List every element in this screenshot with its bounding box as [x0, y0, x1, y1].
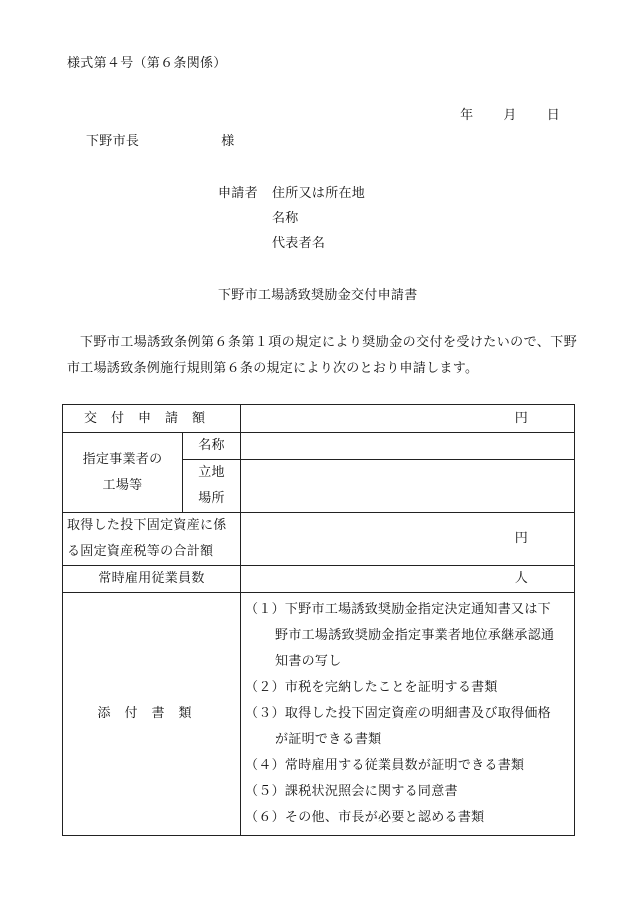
grant-amount-field[interactable]: 円 [241, 405, 575, 433]
employees-field[interactable]: 人 [241, 566, 575, 593]
attachment-item-line: （３）取得した投下固定資産の明細書及び取得価格 [245, 706, 551, 721]
attachment-item-line: が証明できる書類 [275, 732, 382, 747]
document-title: 下野市工場誘致奨励金交付申請書 [218, 288, 418, 303]
factory-name-field[interactable] [241, 433, 575, 460]
applicant-label: 申請者 [218, 186, 258, 201]
tax-total-label [63, 513, 241, 566]
factory-location-label [183, 460, 241, 513]
attachment-item-line: （５）課税状況照会に関する同意書 [245, 784, 458, 799]
attachments-list [241, 593, 574, 835]
date-line [460, 104, 560, 123]
applicant-name-label[interactable]: 名称 [272, 211, 299, 226]
addressee-name: 下野市長 [86, 134, 140, 149]
grant-amount-row [63, 405, 575, 433]
tax-total-label-line1: 取得した投下固定資産に係 [67, 518, 227, 533]
factory-label-line1: 指定事業者の [82, 451, 163, 467]
employees-label: 常時雇用従業員数 [63, 566, 241, 593]
attachment-item [245, 701, 570, 753]
attachment-item-line: （６）その他、市長が必要と認める書類 [245, 810, 485, 825]
attachment-item [245, 805, 570, 831]
attachment-item-line: （４）常時雇用する従業員数が証明できる書類 [245, 758, 525, 773]
factory-name-label: 名称 [183, 433, 241, 460]
attachments-list-cell [241, 593, 575, 836]
attachment-item-line: 知書の写し [275, 654, 342, 669]
attachment-item-line: （１）下野市工場誘致奨励金指定決定通知書又は下 [245, 602, 551, 617]
attachments-row [63, 593, 575, 836]
attachment-item-line: （２）市税を完納したことを証明する書類 [245, 680, 498, 695]
tax-total-row [63, 513, 575, 566]
attachment-item [245, 779, 570, 805]
applicant-representative-label[interactable]: 代表者名 [272, 236, 326, 251]
addressee-suffix: 様 [221, 134, 235, 149]
form-number: 様式第４号（第６条関係） [67, 56, 227, 71]
attachment-item [245, 675, 570, 701]
factory-location-label-line1: 立地 [198, 465, 225, 480]
grant-amount-label: 交付申請額 [63, 405, 241, 433]
addressee [86, 130, 235, 149]
employees-row [63, 566, 575, 593]
factory-location-label-line2: 場所 [198, 491, 225, 506]
factory-label [63, 433, 183, 513]
date-month[interactable]: 月 [503, 108, 517, 123]
date-day[interactable]: 日 [546, 108, 560, 123]
attachment-item-line: 野市工場誘致奨励金指定事業者地位承継承認通 [275, 628, 555, 643]
factory-label-line2: 工場等 [102, 477, 143, 493]
applicant-address-label[interactable]: 住所又は所在地 [272, 186, 366, 201]
body-paragraph: 下野市工場誘致条例第６条第１項の規定により奨励金の交付を受けたいので、下野市工場誘致条例施行規則第６条の規定により次のとおり申請します。 [67, 335, 577, 376]
attachment-item [245, 597, 570, 675]
attachments-label: 添付書類 [63, 593, 241, 836]
tax-total-field[interactable]: 円 [241, 513, 575, 566]
factory-name-row [63, 433, 575, 460]
factory-location-field[interactable] [241, 460, 575, 513]
date-year[interactable]: 年 [460, 108, 474, 123]
application-table [62, 404, 575, 836]
tax-total-label-line2: る固定資産税等の合計額 [67, 544, 214, 559]
attachment-item [245, 753, 570, 779]
